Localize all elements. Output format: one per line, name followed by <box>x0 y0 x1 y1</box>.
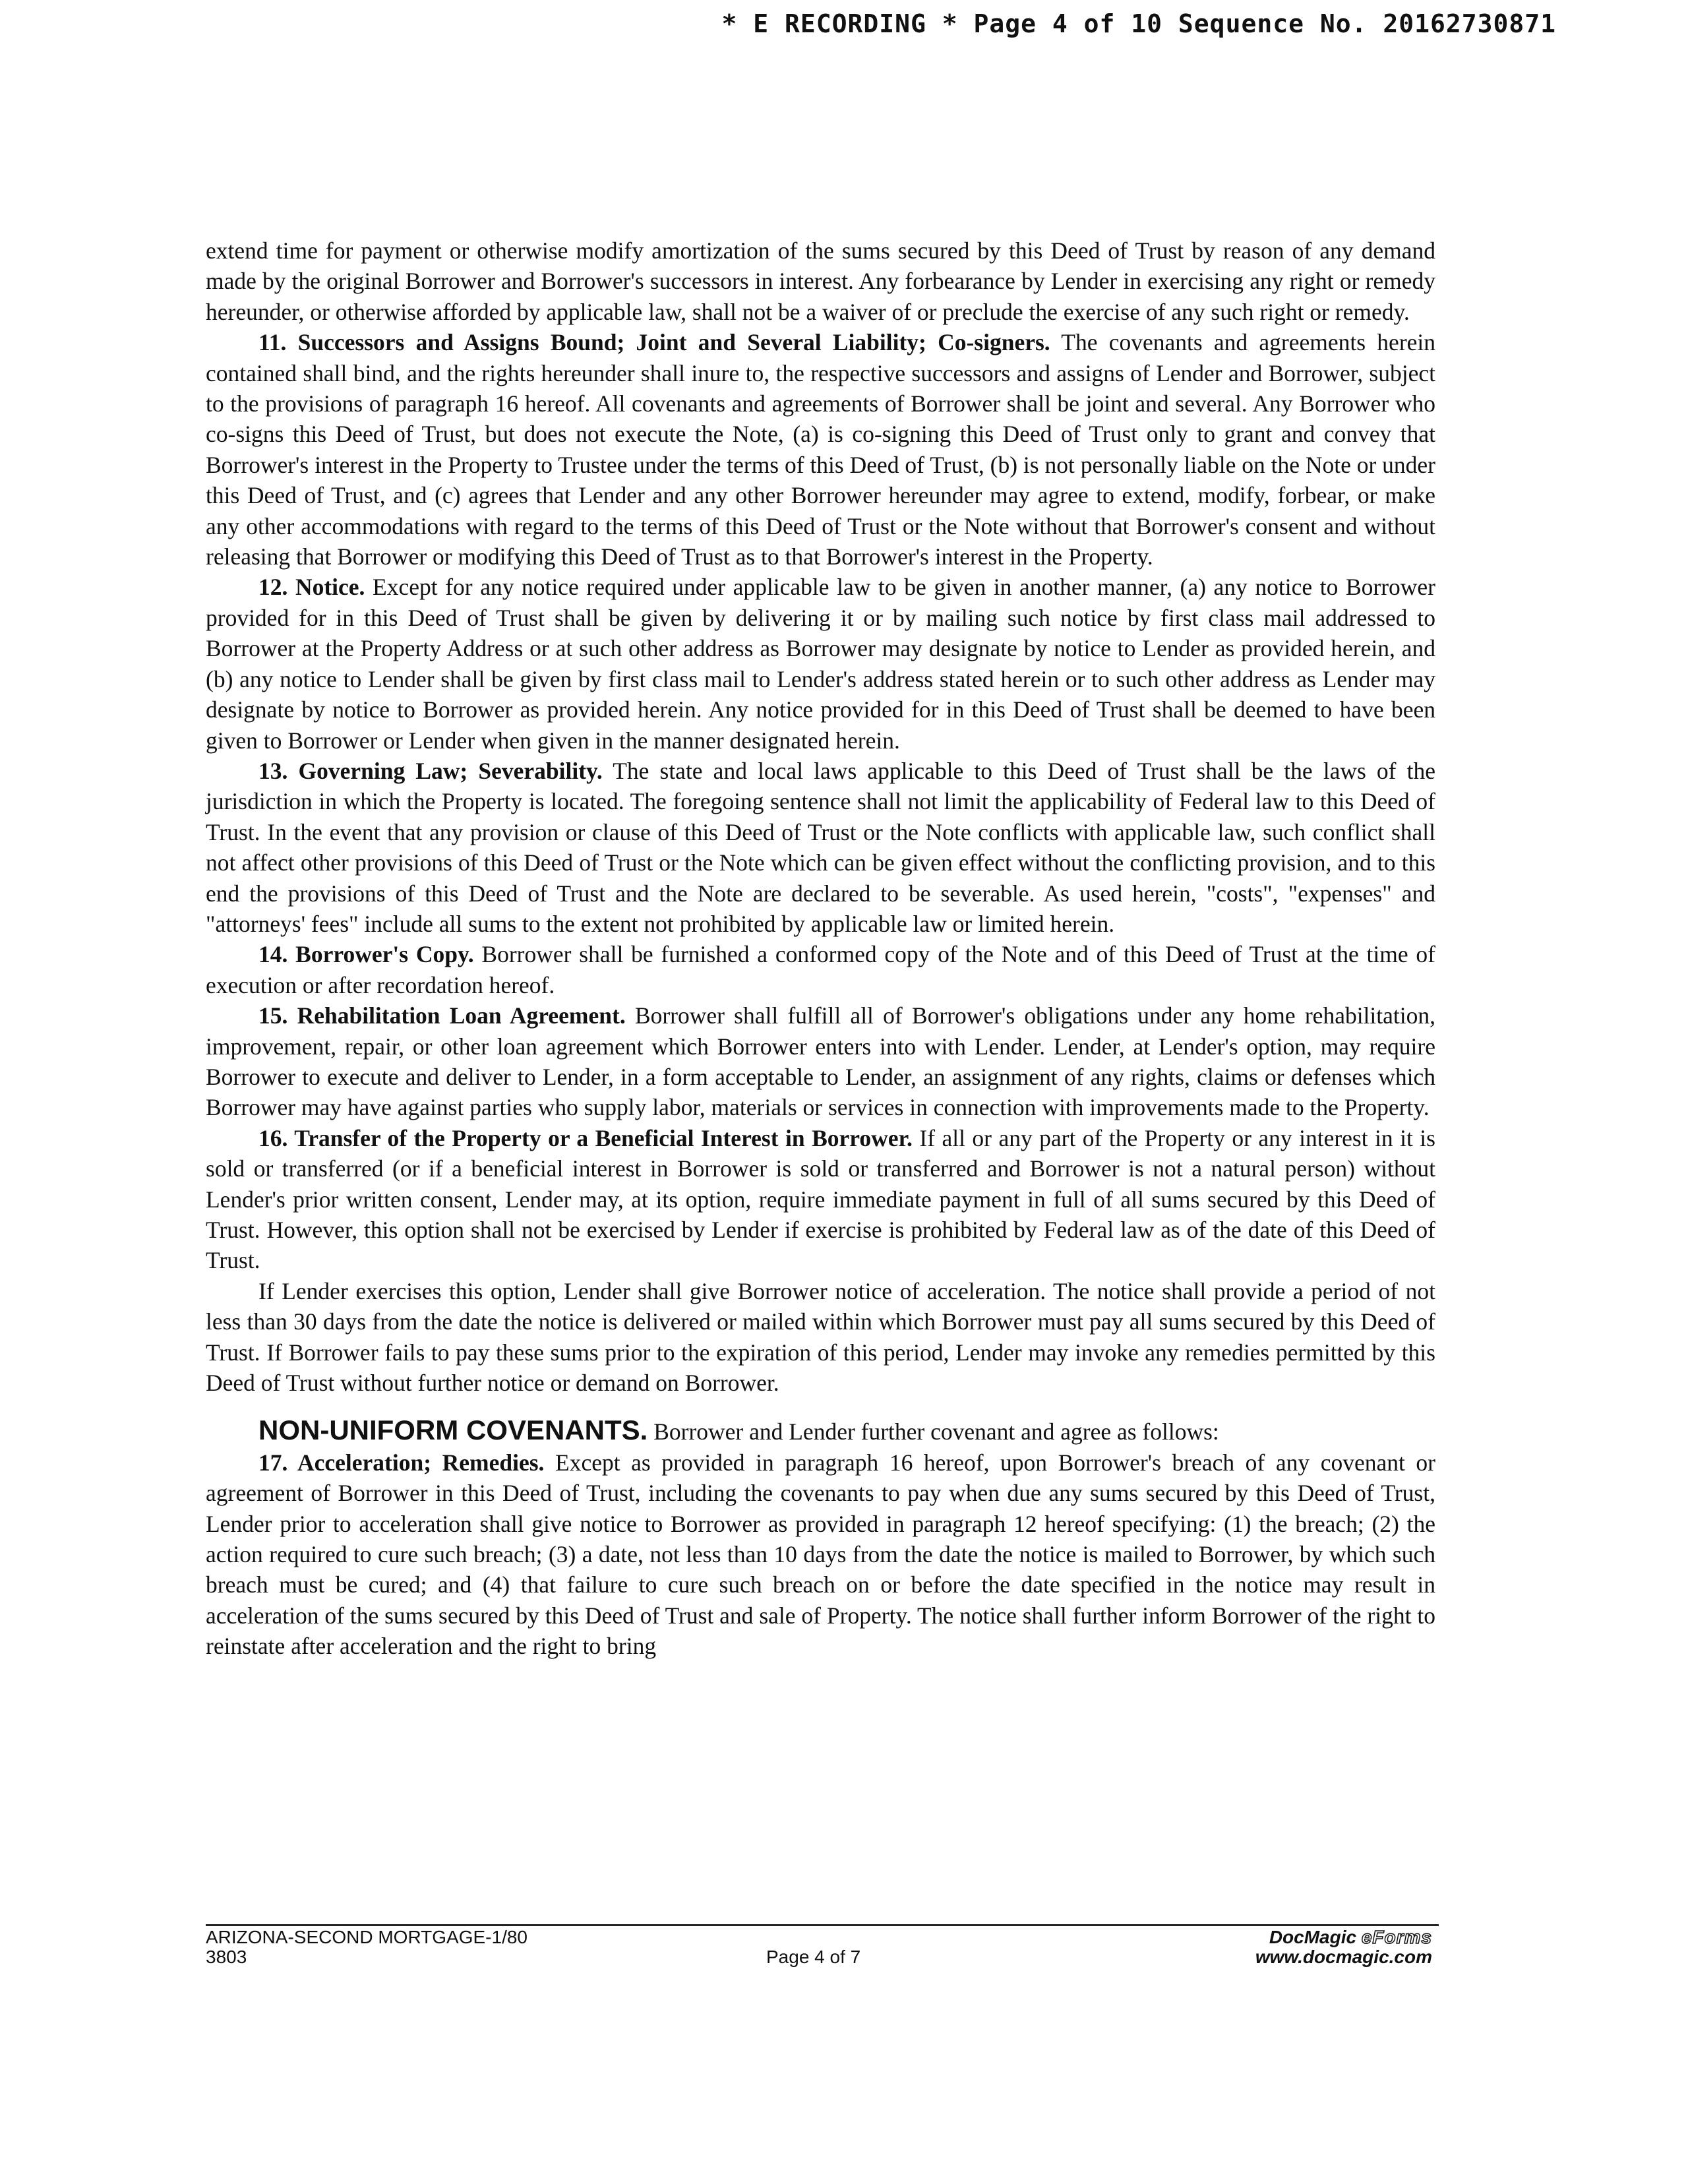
section-15 <box>206 1000 1435 1123</box>
section-16-heading: 16. Transfer of the Property or a Beneficial Interest in Borrower. <box>258 1124 913 1151</box>
section-16-text: If all or any part of the Property or any interest in it is sold or transferred (or if a beneficial interest in Borrower is sold or transferred and Borrower is not a natural person) without Lender's prior written consent, Lender may, at its option, require immediate payment in full of all sums secured by this Deed of Trust. However, this option shall not be exercised by Lender if exercise is prohibited by Federal law as of the date of this Deed of Trust. <box>206 1124 1435 1274</box>
intro-paragraph: extend time for payment or otherwise modify amortization of the sums secured by this Deed of Trust by reason of any demand made by the original Borrower and Borrower's successors in interest. Any forbearance by Lender in exercising any right or remedy hereunder, or otherwise afforded by applicable law, shall not be a waiver of or preclude the exercise of any such right or remedy. <box>206 237 1435 325</box>
section-15-text: Borrower shall fulfill all of Borrower's obligations under any home rehabilitation, improvement, repair, or other loan agreement which Borrower enters into with Lender. Lender, at Lender's option, may require Borrower to execute and deliver to Lender, in a form acceptable to Lender, an assignment of any rights, claims or defenses which Borrower may have against parties who supply labor, materials or services in connection with improvements made to the Property. <box>206 1002 1436 1121</box>
section-14-heading: 14. Borrower's Copy. <box>258 941 474 968</box>
section-17 <box>206 1447 1435 1662</box>
section-11-text: The covenants and agreements herein contained shall bind, and the rights hereunder shall inure to, the respective successors and assigns of Lender and Borrower, subject to the provisions of paragraph 16 hereof. All covenants and agreements of Borrower shall be joint and several. Any Borrower who co-signs this Deed of Trust, but does not execute the Note, (a) is co-signing this Deed of Trust only to grant and convey that Borrower's interest in the Property to Trustee under the terms of this Deed of Trust, (b) is not personally liable on the Note or under this Deed of Trust, and (c) agrees that Lender and any other Borrower hereunder may agree to extend, modify, forbear, or make any other accommodations with regard to the terms of this Deed of Trust or the Note without that Borrower's consent and without releasing that Borrower or modifying this Deed of Trust as to that Borrower's interest in the Property. <box>206 329 1436 570</box>
section-14-text: Borrower shall be furnished a conformed copy of the Note and of this Deed of Trust at the time of execution or after recordation hereof. <box>206 941 1435 998</box>
section-12-heading: 12. Notice. <box>258 574 365 601</box>
footer-website: www.docmagic.com <box>1255 1947 1432 1967</box>
section-14 <box>206 939 1435 1000</box>
section-12 <box>206 572 1435 755</box>
brand-name: DocMagic <box>1269 1927 1357 1947</box>
document-body <box>206 235 1435 1662</box>
section-16 <box>206 1123 1435 1276</box>
section-17-text: Except as provided in paragraph 16 hereof, upon Borrower's breach of any covenant or agreement of Borrower in this Deed of Trust, including the covenants to pay when due any sums secured by this Deed of Trust, Lender prior to acceleration shall give notice to Borrower as provided in paragraph 12 hereof specifying: (1) the breach; (2) the action required to cure such breach; (3) a date, not less than 10 days from the date the notice is mailed to Borrower, by which such breach must be cured; and (4) that failure to cure such breach on or before the date specified in the notice may result in acceleration of the sums secured by this Deed of Trust and sale of Property. The notice shall further inform Borrower of the right to reinstate after acceleration and the right to bring <box>206 1449 1435 1660</box>
footer-form-info <box>206 1927 528 1967</box>
recording-stamp: * E RECORDING * Page 4 of 10 Sequence No. 20162730871 <box>721 9 1556 38</box>
non-uniform-covenants <box>206 1415 1435 1447</box>
footer-form-name: ARIZONA-SECOND MORTGAGE-1/80 <box>206 1927 528 1947</box>
section-16-continued: If Lender exercises this option, Lender shall give Borrower notice of acceleration. The notice shall provide a period of not less than 30 days from the date the notice is delivered or mailed within which Borrower must pay all sums secured by this Deed of Trust. If Borrower fails to pay these sums prior to the expiration of this period, Lender may invoke any remedies permitted by this Deed of Trust without further notice or demand on Borrower. <box>206 1277 1435 1397</box>
footer-form-number: 3803 <box>206 1947 247 1967</box>
section-13-heading: 13. Governing Law; Severability. <box>258 757 603 784</box>
non-uniform-covenants-heading: NON-UNIFORM COVENANTS. <box>258 1414 648 1446</box>
footer-brand <box>1255 1927 1432 1967</box>
footer-divider <box>206 1924 1439 1926</box>
footer-page-number: Page 4 of 7 <box>766 1947 861 1967</box>
section-13-text: The state and local laws applicable to this Deed of Trust shall be the laws of the jurisdiction in which the Property is located. The foregoing sentence shall not limit the applicability of Federal law to this Deed of Trust. In the event that any provision or clause of this Deed of Trust or the Note conflicts with applicable law, such conflict shall not affect other provisions of this Deed of Trust or the Note which can be given effect without the conflicting provision, and to this end the provisions of this Deed of Trust and the Note are declared to be severable. As used herein, "costs", "expenses" and "attorneys' fees" include all sums to the extent not prohibited by applicable law or limited herein. <box>206 757 1435 937</box>
brand-eforms-logo: eForms <box>1361 1927 1432 1947</box>
section-11-heading: 11. Successors and Assigns Bound; Joint and Several Liability; Co-signers. <box>258 329 1050 356</box>
section-13 <box>206 756 1435 939</box>
section-17-heading: 17. Acceleration; Remedies. <box>258 1449 545 1476</box>
non-uniform-covenants-text: Borrower and Lender further covenant and agree as follows: <box>648 1418 1219 1445</box>
section-15-heading: 15. Rehabilitation Loan Agreement. <box>258 1002 626 1029</box>
section-12-text: Except for any notice required under applicable law to be given in another manner, (a) any notice to Borrower provided for in this Deed of Trust shall be given by delivering it or by mailing such notice by first class mail addressed to Borrower at the Property Address or at such other address as Borrower may designate by notice to Lender as provided herein, and (b) any notice to Lender shall be given by first class mail to Lender's address stated herein or to such other address as Lender may designate by notice to Borrower as provided herein. Any notice provided for in this Deed of Trust shall be deemed to have been given to Borrower or Lender when given in the manner designated herein. <box>206 574 1435 754</box>
section-11 <box>206 327 1435 572</box>
footer-brand-line <box>1255 1927 1432 1947</box>
